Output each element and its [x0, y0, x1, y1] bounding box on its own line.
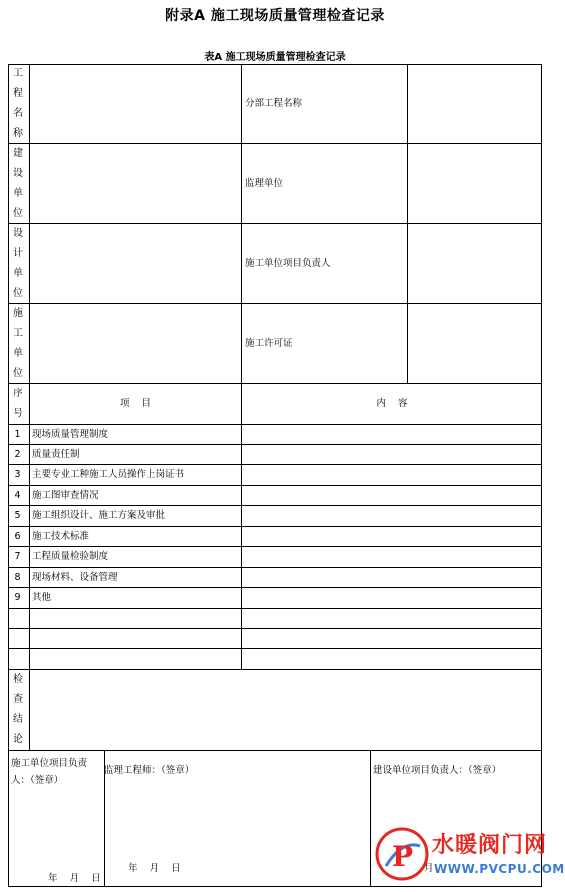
row-divider — [8, 383, 542, 384]
watermark-url: WWW.PVCPU.COM — [434, 862, 565, 876]
label-project-name: 工 程 名 称 — [13, 68, 23, 139]
signature-owner-manager: 建设单位项目负责人：（签章） — [373, 765, 502, 776]
row-divider — [8, 303, 542, 304]
watermark — [372, 822, 565, 888]
row-divider — [8, 750, 542, 751]
label-inspection-conclusion: 检 查 结 论 — [13, 674, 23, 745]
row-divider — [8, 628, 542, 629]
item-name: 质量责任制 — [32, 449, 80, 460]
item-name: 现场材料、设备管理 — [32, 572, 118, 583]
row-divider — [8, 143, 542, 144]
field-label-supervision-unit: 监理单位 — [245, 178, 284, 189]
item-no: 9 — [14, 592, 21, 603]
label-construction-unit: 施 工 单 位 — [13, 308, 23, 379]
item-no: 4 — [14, 490, 21, 501]
row-divider — [8, 505, 542, 506]
item-name: 施工图审查情况 — [32, 490, 99, 501]
header-item: 项 目 — [119, 398, 152, 409]
column-divider — [407, 64, 408, 383]
item-name: 主要专业工种施工人员操作上岗证书 — [32, 469, 185, 480]
row-divider — [8, 567, 542, 568]
watermark-brand: 水暖阀门网 — [432, 833, 548, 858]
date-construction: 年 月 日 — [48, 873, 101, 884]
item-no: 8 — [14, 572, 21, 583]
date-owner-month: 月 — [424, 863, 434, 874]
row-divider — [8, 464, 542, 465]
row-divider — [8, 669, 542, 670]
item-no: 3 — [14, 469, 21, 480]
label-design-unit: 设 计 单 位 — [13, 228, 23, 299]
header-seq: 序 号 — [13, 388, 23, 419]
signature-construction-manager: 施工单位项目负责人：（签章） — [11, 758, 88, 786]
item-name: 施工技术标准 — [32, 531, 90, 542]
item-no: 5 — [14, 510, 21, 521]
row-divider — [8, 587, 542, 588]
row-divider — [8, 223, 542, 224]
row-divider — [8, 424, 542, 425]
column-divider — [241, 64, 242, 669]
item-no: 2 — [14, 449, 21, 460]
row-divider — [8, 526, 542, 527]
field-label-project-manager: 施工单位项目负责人 — [245, 258, 331, 269]
svg-text:P: P — [392, 840, 414, 873]
signature-supervision-engineer: 监理工程师：（签章） — [104, 765, 195, 776]
item-no: 7 — [14, 551, 21, 562]
item-name: 施工组织设计、施工方案及审批 — [32, 510, 166, 521]
item-name: 现场质量管理制度 — [32, 429, 109, 440]
item-no: 6 — [14, 531, 21, 542]
field-label-subproject-name: 分部工程名称 — [245, 98, 303, 109]
table-title: 表A 施工现场质量管理检查记录 — [204, 52, 346, 63]
item-name: 工程质量检验制度 — [32, 551, 109, 562]
label-owner-unit: 建 设 单 位 — [13, 148, 23, 219]
pvcpu-logo-icon — [374, 826, 430, 882]
column-divider — [370, 750, 371, 887]
row-divider — [8, 546, 542, 547]
field-label-construction-permit: 施工许可证 — [245, 338, 293, 349]
row-divider — [8, 485, 542, 486]
document-title: 附录A 施工现场质量管理检查记录 — [165, 8, 385, 24]
row-divider — [8, 444, 542, 445]
row-divider — [8, 648, 542, 649]
date-supervisor: 年 月 日 — [128, 863, 181, 874]
item-name: 其他 — [32, 592, 52, 603]
item-no: 1 — [14, 429, 21, 440]
row-divider — [8, 608, 542, 609]
header-content: 内 容 — [376, 398, 408, 409]
